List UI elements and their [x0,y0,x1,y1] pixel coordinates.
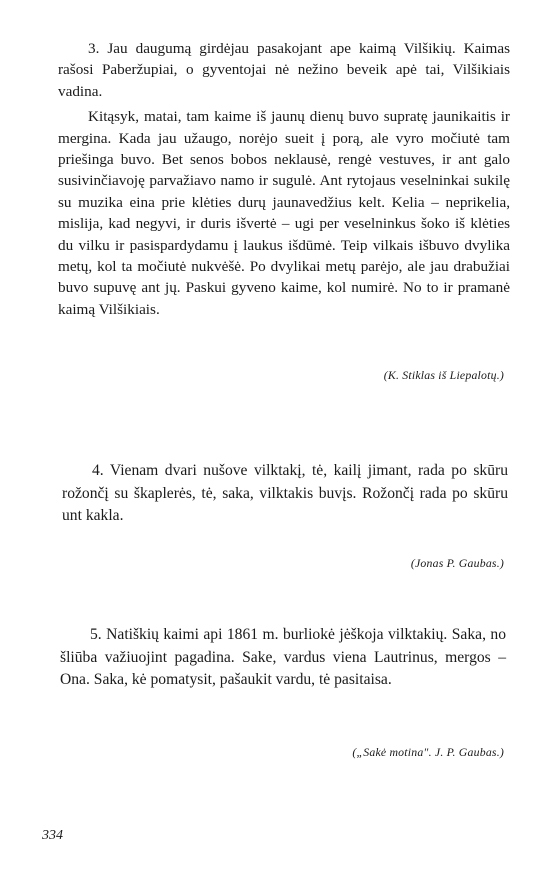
story-3-paragraph-1: 3. Jau daugumą girdėjau pasakojant ape kaimą Vilšikių. Kaimas rašosi Paberžupiai, o gyventojai nė nežino beveik apė tai, Vilšikiais vadina. [58,40,510,100]
story-3-source: (K. Stiklas iš Liepalotų.) [383,368,504,382]
page-number: 334 [42,828,63,843]
story-3-paragraph-2: Kitąsyk, matai, tam kaime iš jaunų dienų buvo supratę jaunikaitis ir mergina. Kada jau užaugo, norėjo sueit į porą, ale vyro močiutė tam priešinga buvo. Bet senos bobos neklausė, rengė vestuves, ir ant galo susivinčiavoję parvažiavo namo ir sugulė. Ant rytojaus veselninkai sukilę su muzika eina prie klėties durų jaunavedžius kelt. Kelia – neprikelia, mislija, kad negyvi, ir duris išvertė – ugi per veselninkus šoko iš klėties du vilku ir pasispardydamu į laukus išdūmė. Teip vilkais išbuvo dvylika metų, kol ta močiutė nukvėšė. Po dvylikai metų parėjo, ale jau drabužiai buvo supuvę ant jų. Paskui gyveno kaime, kol numirė. No to ir pramanė kaimą Vilšikiais. [58,108,510,318]
story-5 [60,624,506,692]
story-5-source: („Sakė motina". J. P. Gaubas.) [352,745,504,759]
story-4-paragraph-1: 4. Vienam dvari nušove vilktakį, tė, kailį jimant, rada po skūru rožončį su škaplerės, tė, saka, vilktakis buvįs. Rožončį rada po skūru unt kakla. [62,462,508,525]
story-4-source: (Jonas P. Gaubas.) [410,556,504,570]
story-4 [62,460,508,528]
story-5-paragraph-1: 5. Natiškių kaimi api 1861 m. burliokė jėškoja vilktakių. Saka, no šliūba važiuojint pagadina. Sake, vardus viena Lautrinus, mergos – Ona. Saka, kė pomatysit, pašaukit vardu, tė pasitaisa. [60,626,506,689]
story-3 [58,38,510,320]
